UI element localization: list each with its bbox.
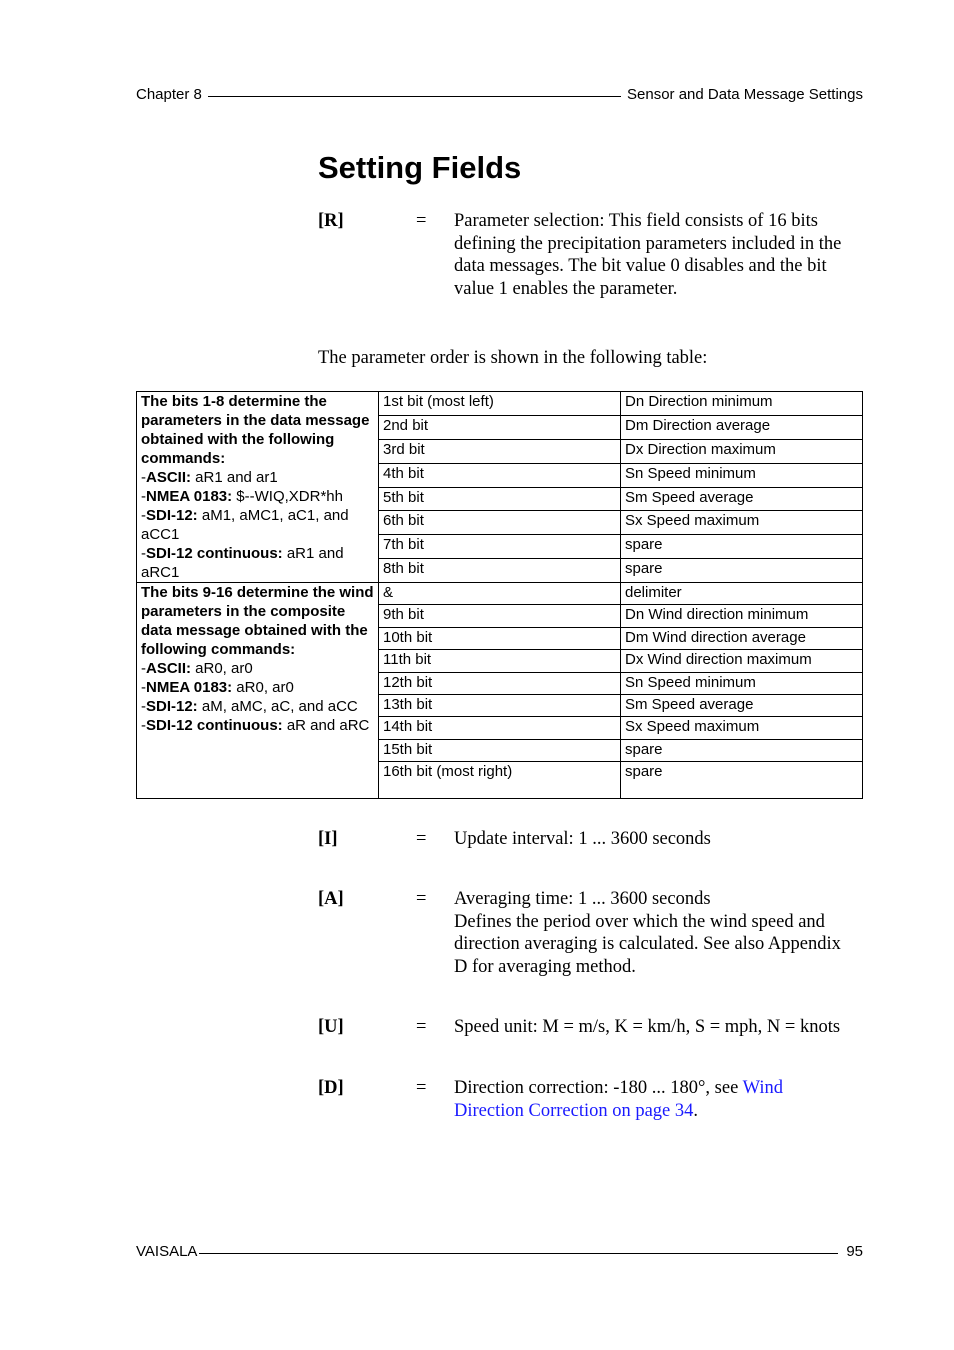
param-cell: spare <box>621 762 863 799</box>
field-a <box>318 888 863 978</box>
desc-line: value 1 enables the parameter. <box>454 278 678 299</box>
field-key: [A] <box>318 889 344 909</box>
table-row <box>137 392 863 416</box>
desc-line: Parameter selection: This field consists of 16 bits <box>454 211 818 231</box>
field-i <box>318 828 863 851</box>
command-line: -SDI-12: aM, aMC, aC, and aCC <box>141 698 358 715</box>
field-description <box>454 888 863 978</box>
command-line: -SDI-12: aM1, aMC1, aC1, and aCC1 <box>141 507 349 543</box>
bit-cell: 14th bit <box>379 717 621 739</box>
equals-sign: = <box>416 211 427 231</box>
bit-cell: 12th bit <box>379 672 621 694</box>
param-cell: delimiter <box>621 583 863 605</box>
bit-cell: 15th bit <box>379 739 621 761</box>
field-u <box>318 1016 863 1039</box>
command-line: -SDI-12 continuous: aR1 and aRC1 <box>141 545 344 581</box>
desc-line: Defines the period over which the wind speed and <box>454 911 825 932</box>
bit-cell: 8th bit <box>379 559 621 583</box>
desc-line: data messages. The bit value 0 disables and the bit <box>454 256 827 276</box>
param-cell: Sm Speed average <box>621 487 863 511</box>
desc-text: Direction correction: -180 ... 180°, see <box>454 1078 743 1098</box>
group-1-cell <box>137 392 379 583</box>
field-key: [U] <box>318 1017 344 1037</box>
param-cell: Dn Direction minimum <box>621 392 863 416</box>
equals-sign: = <box>416 829 427 849</box>
bit-cell: 7th bit <box>379 535 621 559</box>
command-line: -ASCII: aR0, ar0 <box>141 660 253 677</box>
command-line: -SDI-12 continuous: aR and aRC <box>141 717 370 734</box>
equals-sign: = <box>416 1078 427 1098</box>
equals-sign: = <box>416 1017 427 1037</box>
group-1-heading: The bits 1-8 determine the parameters in the data message obtained with the following commands: <box>141 393 370 467</box>
chapter-label: Chapter 8 <box>136 86 202 103</box>
bit-cell: 10th bit <box>379 627 621 649</box>
desc-text: . <box>693 1100 699 1121</box>
wind-direction-correction-link-cont[interactable]: Direction Correction on page 34 <box>454 1100 694 1121</box>
bit-cell: 6th bit <box>379 511 621 535</box>
param-cell: spare <box>621 535 863 559</box>
desc-line: Averaging time: 1 ... 3600 seconds <box>454 889 711 909</box>
table-row <box>137 583 863 605</box>
field-description <box>454 828 863 851</box>
bit-cell: 16th bit (most right) <box>379 762 621 799</box>
brand-label: VAISALA <box>136 1243 198 1260</box>
command-line: -NMEA 0183: $--WIQ,XDR*hh <box>141 488 343 505</box>
param-cell: Dx Direction maximum <box>621 439 863 463</box>
param-cell: spare <box>621 739 863 761</box>
bit-cell: 9th bit <box>379 605 621 627</box>
field-d <box>318 1077 863 1122</box>
group-2-cell <box>137 583 379 799</box>
desc-line: D for averaging method. <box>454 956 636 977</box>
param-cell: Sn Speed minimum <box>621 672 863 694</box>
page-title: Setting Fields <box>318 150 522 185</box>
bit-cell: 4th bit <box>379 463 621 487</box>
field-key: [I] <box>318 829 338 849</box>
bit-cell: 2nd bit <box>379 415 621 439</box>
bit-cell: 5th bit <box>379 487 621 511</box>
running-footer <box>136 1243 863 1260</box>
param-cell: spare <box>621 559 863 583</box>
desc-line <box>454 1100 863 1123</box>
param-cell: Sm Speed average <box>621 694 863 716</box>
command-line: -NMEA 0183: aR0, ar0 <box>141 679 294 696</box>
section-label: Sensor and Data Message Settings <box>627 86 863 103</box>
equals-sign: = <box>416 889 427 909</box>
param-cell: Dm Direction average <box>621 415 863 439</box>
bit-cell: 3rd bit <box>379 439 621 463</box>
bit-cell: & <box>379 583 621 605</box>
wind-direction-correction-link[interactable]: Wind <box>742 1078 783 1098</box>
bit-cell: 11th bit <box>379 650 621 672</box>
field-description <box>454 210 863 300</box>
desc-line: Update interval: 1 ... 3600 seconds <box>454 829 711 849</box>
param-cell: Dx Wind direction maximum <box>621 650 863 672</box>
field-description <box>454 1016 863 1039</box>
bit-cell: 1st bit (most left) <box>379 392 621 416</box>
param-cell: Sx Speed maximum <box>621 717 863 739</box>
parameter-table <box>136 391 863 799</box>
command-line: -ASCII: aR1 and ar1 <box>141 469 278 486</box>
param-cell: Sx Speed maximum <box>621 511 863 535</box>
param-cell: Dm Wind direction average <box>621 627 863 649</box>
param-cell: Sn Speed minimum <box>621 463 863 487</box>
param-cell: Dn Wind direction minimum <box>621 605 863 627</box>
desc-line: direction averaging is calculated. See also Appendix <box>454 934 841 954</box>
running-header <box>136 86 863 103</box>
bit-cell: 13th bit <box>379 694 621 716</box>
footer-rule <box>199 1253 838 1254</box>
desc-line: defining the precipitation parameters included in the <box>454 233 842 254</box>
desc-line: Speed unit: M = m/s, K = km/h, S = mph, N = knots <box>454 1017 841 1037</box>
header-rule <box>208 96 621 97</box>
page-number: 95 <box>846 1243 863 1260</box>
field-key: [D] <box>318 1078 344 1098</box>
group-2-heading: The bits 9-16 determine the wind parameters in the composite data message obtained with the following commands: <box>141 584 374 658</box>
field-r <box>318 210 863 300</box>
field-key: [R] <box>318 211 344 231</box>
table-intro: The parameter order is shown in the following table: <box>318 348 708 368</box>
field-description <box>454 1077 863 1122</box>
